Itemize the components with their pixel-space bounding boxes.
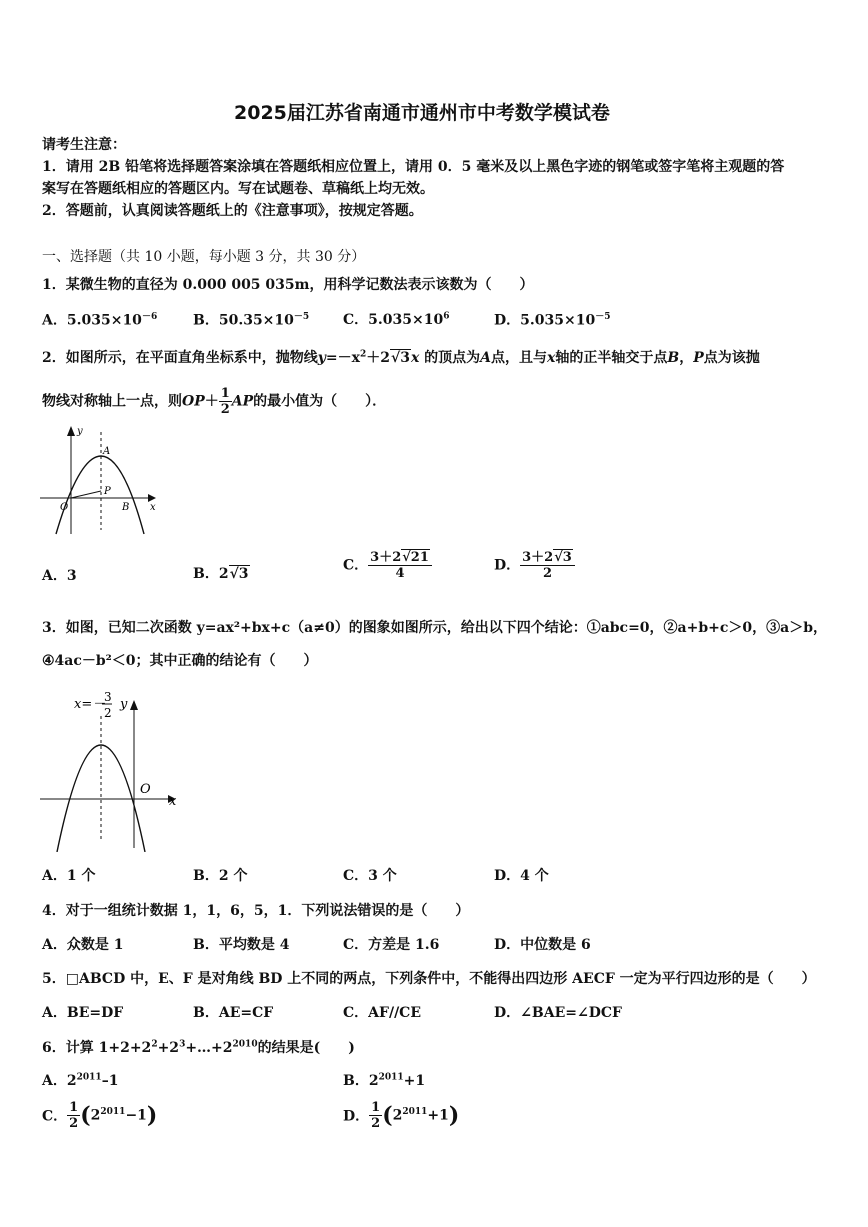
- page-title: 2025届江苏省南通市通州市中考数学模试卷: [234, 102, 610, 124]
- y-axis-arrow: [130, 700, 138, 710]
- label-o: O: [140, 782, 151, 797]
- label-b: B: [122, 502, 130, 513]
- question-3-graph: [36, 688, 186, 852]
- q1-option-d[interactable]: D．$5.035\times 10^{-5}$: [494, 312, 611, 329]
- label-y: y: [77, 426, 83, 437]
- label-frac-num: 3: [104, 690, 112, 704]
- q3-option-b[interactable]: B．2 个: [193, 868, 248, 884]
- label-x: x: [150, 502, 156, 513]
- q3-option-a[interactable]: A．1 个: [42, 868, 96, 884]
- notice-item-2: 2．答题前，认真阅读答题纸上的《注意事项》，按规定答题。: [42, 203, 423, 219]
- x-axis-arrow: [148, 494, 156, 502]
- q3-option-d[interactable]: D．4 个: [494, 868, 549, 884]
- q6-option-c[interactable]: C． $\frac{1}{2}$ $(2^{2011}-1)$: [42, 1100, 158, 1131]
- q6-option-d[interactable]: D． $\frac{1}{2}$ $(2^{2011}+1)$: [343, 1100, 460, 1131]
- q4-option-c[interactable]: C．方差是 1.6: [343, 937, 440, 953]
- question-1-stem: 1．某微生物的直径为 0.000 005 035m，用科学记数法表示该数为（ ）: [42, 277, 534, 293]
- q5-option-b[interactable]: B．AE=CF: [193, 1005, 274, 1021]
- q1-option-c[interactable]: C．$5.035\times 10^6$: [343, 311, 450, 328]
- q4-option-a[interactable]: A．众数是 1: [42, 937, 124, 953]
- label-p: P: [104, 486, 111, 497]
- question-3-stem-line-2: ④4ac－b²＜0；其中正确的结论有（ ）: [42, 653, 318, 669]
- q6-option-b[interactable]: B．$2^{2011}+1$: [343, 1072, 426, 1089]
- question-4-stem: 4．对于一组统计数据 1，1，6，5，1．下列说法错误的是（ ）: [42, 903, 470, 919]
- q1-option-b[interactable]: B．$50.35\times 10^{-5}$: [193, 312, 310, 329]
- label-o: O: [60, 502, 69, 513]
- question-2-stem-line-2: 物线对称轴上一点，则OP＋ $\frac{1}{2}$ AP的最小值为（ ）．: [42, 386, 387, 417]
- question-5-stem: 5．□ABCD 中，E、F 是对角线 BD 上不同的两点，下列条件中，不能得出四边形 AECF 一定为平行四边形的是（ ）: [42, 971, 816, 987]
- segment-op: [71, 491, 101, 498]
- parabola-curve: [56, 456, 144, 534]
- label-y: y: [120, 697, 128, 712]
- q2-option-a[interactable]: A．3: [42, 568, 77, 584]
- label-a: A: [103, 446, 111, 457]
- section-heading: 一、选择题（共 10 小题，每小题 3 分，共 30 分）: [42, 249, 366, 265]
- label-x: x: [169, 794, 177, 809]
- question-2-graph: [36, 422, 160, 540]
- question-2-stem-line-1: 2．如图所示，在平面直角坐标系中，抛物线$y=-x^2+2√3x$ 的顶点为A点，且与x轴的正半轴交于点B，P点为该抛: [42, 349, 760, 366]
- notice-item-1-line-2: 案写在答题纸相应的答题区内。写在试题卷、草稿纸上均无效。: [42, 181, 434, 197]
- label-frac-den: 2: [104, 706, 112, 720]
- q2-option-d[interactable]: D． $\frac{3+2√3}{2}$: [494, 550, 575, 581]
- q4-option-b[interactable]: B．平均数是 4: [193, 937, 290, 953]
- q1-option-a[interactable]: A．$5.035\times 10^{-6}$: [42, 312, 158, 329]
- notice-heading: 请考生注意：: [42, 137, 126, 153]
- q5-option-a[interactable]: A．BE=DF: [42, 1005, 124, 1021]
- question-6-stem: 6．计算 $1+2+2^2+2^3+\dots+2^{2010}$的结果是( ): [42, 1039, 355, 1056]
- q6-option-a[interactable]: A．$2^{2011}-1$: [42, 1072, 119, 1089]
- y-axis-arrow: [67, 426, 75, 436]
- question-3-stem-line-1: 3．如图，已知二次函数 y=ax²+bx+c（a≠0）的图象如图所示，给出以下四个结论：①abc=0，②a+b+c＞0，③a＞b，: [42, 620, 827, 636]
- q3-option-c[interactable]: C．3 个: [343, 868, 397, 884]
- q5-option-c[interactable]: C．AF//CE: [343, 1005, 421, 1021]
- q5-option-d[interactable]: D．∠BAE=∠DCF: [494, 1005, 622, 1021]
- q2-option-b[interactable]: B．2√3: [193, 566, 249, 582]
- q2-option-c[interactable]: C． $\frac{3+2√21}{4}$: [343, 550, 432, 581]
- notice-item-1-line-1: 1．请用 2B 铅笔将选择题答案涂填在答题纸相应位置上，请用 0．5 毫米及以上黑色字迹的钢笔或签字笔将主观题的答: [42, 159, 785, 175]
- q4-option-d[interactable]: D．中位数是 6: [494, 937, 591, 953]
- label-x-equals: x=－: [74, 697, 106, 712]
